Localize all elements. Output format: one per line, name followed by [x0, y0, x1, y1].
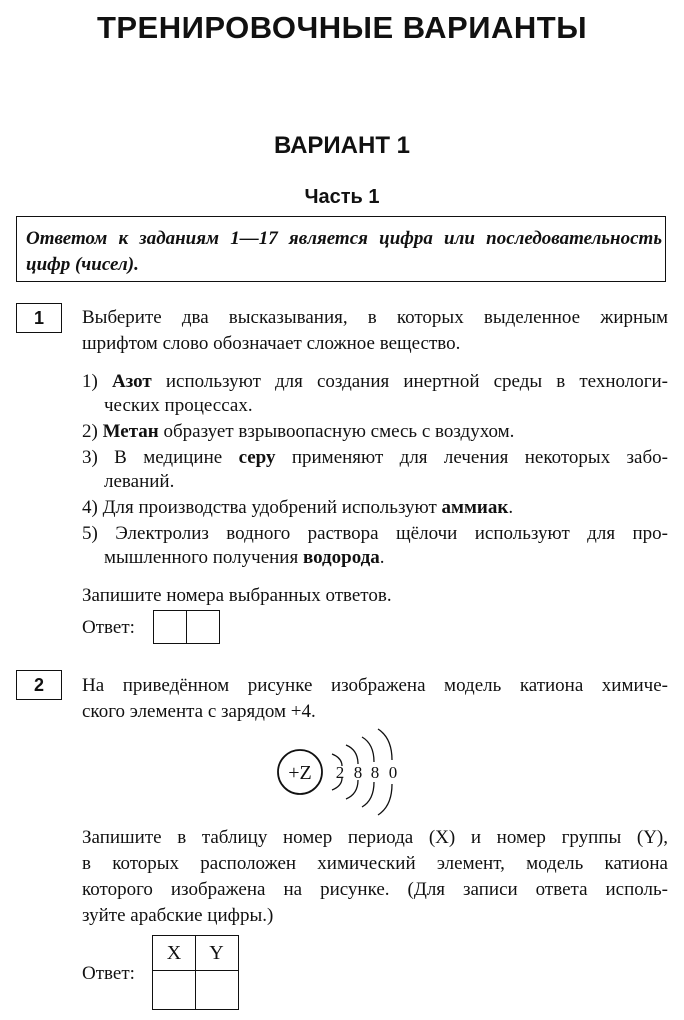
task-1-answer-label: Ответ: [82, 617, 135, 638]
option-3-pre: 3) В медицине [82, 447, 239, 468]
table-header-y: Y [195, 935, 239, 971]
option-4-bold: аммиак [441, 497, 509, 518]
option-5-end: . [379, 547, 385, 568]
part-heading: Часть 1 [304, 186, 380, 208]
option-4-end: . [508, 497, 514, 518]
task-2-answer-cell-x[interactable] [152, 970, 196, 1010]
task-1-option-1 [82, 370, 668, 394]
option-1-bold: Азот [111, 371, 152, 392]
option-4-pre: 4) Для производства удобрений используют [82, 497, 442, 518]
task-2-write-line-1: Запишите в таблицу номер периода (X) и номер группы (Y), [82, 827, 668, 848]
task-1-number: 1 [16, 303, 62, 333]
task-2-write-line-3: которого изображена на рисунке. (Для записи ответа исполь- [82, 879, 668, 900]
task-1-option-1-cont: ческих процессах. [104, 395, 253, 416]
task-1-write-instruction: Запишите номера выбранных ответов. [82, 585, 392, 606]
nucleus-label: +Z [288, 762, 312, 784]
task-1-intro-line-2: шрифтом слово обозначает сложное вещество. [82, 333, 461, 354]
atom-model-diagram [270, 726, 420, 820]
task-1-option-5: 5) Электролиз водного раствора щёлочи используют для про- [82, 523, 668, 544]
option-2-prefix: 2) [82, 421, 103, 442]
page-title: ТРЕНИРОВОЧНЫЕ ВАРИАНТЫ [96, 10, 588, 45]
instruction-line-2: цифр (чисел). [26, 254, 139, 275]
option-3-text: применяют для лечения некоторых забо- [275, 447, 668, 468]
task-1-option-3-cont: леваний. [104, 471, 175, 492]
option-2-bold: Метан [102, 421, 159, 442]
table-header-x: X [152, 935, 196, 971]
instruction-line-1: Ответом к заданиям 1—17 является цифра или последовательность [26, 228, 662, 249]
task-2-write-line-4: зуйте арабские цифры.) [82, 905, 274, 926]
task-2-answer-label: Ответ: [82, 963, 135, 984]
task-2-answer-cell-y[interactable] [195, 970, 239, 1010]
task-1-intro-line-1: Выберите два высказывания, в которых выделенное жирным [82, 307, 668, 328]
task-1-option-4 [82, 496, 513, 520]
shell-electrons-4: 0 [388, 763, 398, 782]
option-5-pre: мышленного получения [104, 547, 303, 568]
task-1-option-3 [82, 446, 668, 470]
task-2-intro-line-2: ского элемента с зарядом +4. [82, 701, 316, 722]
shell-electrons-3: 8 [370, 763, 380, 782]
task-2-intro-line-1: На приведённом рисунке изображена модель катиона химиче- [82, 675, 668, 696]
task-1-answer-cell-1[interactable] [153, 610, 187, 644]
option-5-bold: водорода [302, 547, 380, 568]
variant-heading: ВАРИАНТ 1 [273, 132, 411, 159]
task-1-answer-cell-2[interactable] [186, 610, 220, 644]
task-2-write-line-2: в которых расположен химический элемент, модель катиона [82, 853, 668, 874]
task-2-number: 2 [16, 670, 62, 700]
task-1-option-2 [82, 420, 514, 444]
task-1-option-5-cont [104, 546, 385, 570]
option-2-text: образует взрывоопасную смесь с воздухом. [158, 421, 515, 442]
option-1-prefix: 1) [82, 371, 112, 392]
instruction-text [26, 226, 662, 278]
option-3-bold: серу [238, 447, 276, 468]
shell-electrons-1: 2 [335, 763, 345, 782]
shell-electrons-2: 8 [353, 763, 363, 782]
option-1-text: используют для создания инертной среды в технологи- [151, 371, 669, 392]
